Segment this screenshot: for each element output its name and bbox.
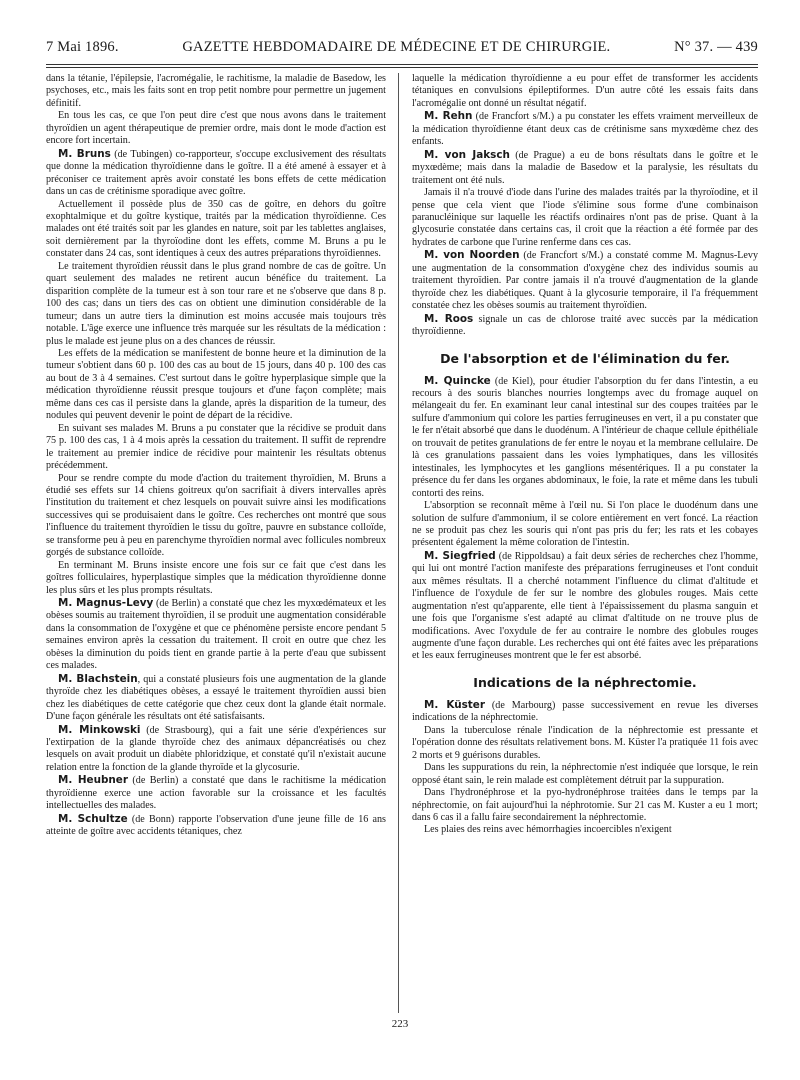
author-name: M. Heubner xyxy=(58,774,128,787)
section-heading-iron: De l'absorption et de l'élimination du fer. xyxy=(440,350,730,366)
paragraph-text: , qui a constaté plusieurs fois une augmentation de la glande thyroïde chez les diabétiques obèses, a essayé le traitement thyroïdien aussi bien chez les diabétiques de cette catégorie que chez ceux dont la glande était normale. D'une façon générale les résultats ont été satisfaisants. xyxy=(46,673,386,723)
column-divider xyxy=(398,73,399,1013)
paragraph-text: (de Berlin) a constaté que dans le rachitisme la médication thyroïdienne exerce une action favorable sur la croissance et les facultés intellectuelles des malades. xyxy=(46,775,386,812)
paragraph xyxy=(46,673,386,724)
paragraph-text: (de Prague) a eu de bons résultats dans le goître et le myxœdème; mais dans la maladie de Basedow et la paralysie, les résultats du traitement ont été nuls. xyxy=(412,149,758,186)
paragraph xyxy=(46,724,386,775)
paragraph xyxy=(412,249,758,312)
paragraph-text: (de Strasbourg), qui a fait une série d'expériences sur l'extirpation de la glande thyroïde chez des animaux dépancréatisés ou chez lesquels on avait produit un diabète phloridzique, et constaté qu'il n'existait aucune relation entre la fonction de la glande thyroïde et la glycosurie. xyxy=(46,724,386,773)
header-rule-bottom xyxy=(46,67,758,68)
left-column xyxy=(46,73,386,839)
author-name: M. Rehn xyxy=(424,110,473,123)
author-name: M. Siegfried xyxy=(424,549,496,562)
paragraph: laquelle la médication thyroïdienne a eu pour effet de transformer les accidents tétaniques en convulsions épileptiformes. D'un autre côté les essais faits dans l'acromégalie ont donné un résultat négatif. xyxy=(412,73,758,109)
paragraph-text: (de Rippoldsau) a fait deux séries de recherches chez l'homme, qui lui ont montré l'action manifeste des préparations ferrugineuses et l'ont conduit aux mêmes résultats. Il a cherché notamment l'influence du climat d'altitude et l'influence de l'oxydule de fer sur le nombre des globules rouges. Mais cette augmentation n'est qu'apparente, elle tient à l'épaississement du plasma sanguin et une fois que l'organisme s'est adapté au climat d'altitude on ne trouve plus de modifications. Avec l'oxydule de fer au contraire le nombre des globules rouges augmente d'une façon durable. Les recherches qui ont été faites avec les préparations et les eaux ferrugineuses montrent que le fer est absorbé. xyxy=(412,550,758,662)
paragraph-text: (de Marbourg) passe successivement en revue les diverses indications de la néphrectomie. xyxy=(412,699,759,724)
author-name: M. von Jaksch xyxy=(424,148,510,161)
author-name: M. von Noorden xyxy=(424,249,520,262)
paragraph xyxy=(46,813,386,839)
paragraph xyxy=(46,148,386,199)
paragraph xyxy=(46,597,386,673)
paragraph: Jamais il n'a trouvé d'iode dans l'urine des malades traités par la thyroïodine, et il pense que cela vient que l'iode s'élimine sous forme d'une combinaison paranucléinique sur laquelle les réactifs ordinaires n'ont pas de prise. Quant à la glycosurie constatée dans certains cas, il croit que la réaction a été formée par des hydrates de carbone que l'urine renferme dans ces cas. xyxy=(412,187,758,248)
paragraph: En terminant M. Bruns insiste encore une fois sur ce fait que c'est dans les goîtres folliculaires, hyperplastique simples que la médication thyroïdienne donne les plus sûrs et les plus prompts résultats. xyxy=(46,559,386,596)
author-name: M. Minkowski xyxy=(58,723,141,736)
paragraph: En suivant ses malades M. Bruns a pu constater que la récidive se produit dans 75 p. 100 des cas, 1 à 4 mois après la cessation du traitement. Il suffit de reprendre le traitement au premier indice de récidive pour maintenir les résultats obtenus précédemment. xyxy=(46,422,386,472)
journal-title: GAZETTE HEBDOMADAIRE DE MÉDECINE ET DE CHIRURGIE. xyxy=(182,39,611,55)
paragraph-text: (de Berlin) a constaté que chez les myxœdémateux et les obèses soumis au traitement thyroïdien, il se produit une augmentation considérable dans la consommation de l'oxygène et que ce phénomène persiste encore pendant 5 semaines environ après la cessation du traitement. Il croit en outre que chez les obèses la diminution du poids tient en grande partie à la perte d'eau que subissent ces malades. xyxy=(46,598,386,672)
paragraph: Pour se rendre compte du mode d'action du traitement thyroïdien, M. Bruns a étudié ses effets sur 14 chiens goitreux qu'on sacrifiait à divers intervalles après l'institution du traitement et chez lesquels on pouvait suivre ainsi les modifications successives qui se produisaient dans le goître. Ces recherches ont montré que sous l'influence du traitement thyroïdien le tissu du goître, pauvre en substance colloïde, se transforme peu à peu en parenchyme thyroïdien normal avec follicules nombreux gorgés de substance colloïde. xyxy=(46,472,386,559)
paragraph-text: (de Kiel), pour étudier l'absorption du fer dans l'intestin, a eu recours à des souris blanches nourries longtemps avec du fromage auquel on mélangeait du fer. En examinant leur canal intestinal sur des coupes traitées par le sulfure d'ammonium qui colore les parties ferrugineuses en vert, il a pu constater que le fer n'était absorbé que dans le duodénum. A l'intérieur de chaque cellule épithéliale on trouvait de petites granulations de fer entre le noyau et la membrane cellulaire. De là ces granulations passaient dans les voies lymphatiques, dans les villosités intestinales, les lymphocytes et les ganglions mésentériques. Il a pu constater la présence du fer dans les organes abdominaux, le foie, la rate et même dans les tubuli contorti des reins. xyxy=(412,375,759,499)
paragraph xyxy=(412,149,758,187)
paragraph: Le traitement thyroïdien réussit dans le plus grand nombre de cas de goître. Un quart seulement des malades ne retirent aucun bénéfice du traitement. La disparition complète de la tumeur est à son tour rare et ne s'observe que dans 8 p. 100 des cas; dans un tiers des cas on obtient une diminution considérable de la tumeur; dans un autre tiers la diminution est moins accusée mais toujours très notable. L'âge exerce une influence très marquée sur les résultats de la médication : plus le malade est jeune plus on a des chances de réussir. xyxy=(46,260,386,347)
paragraph: dans la tétanie, l'épilepsie, l'acromégalie, le rachitisme, la maladie de Basedow, les psychoses, etc., mais les faits sont en trop petit nombre pour permettre un jugement définitif. xyxy=(46,73,386,109)
paragraph: Actuellement il possède plus de 350 cas de goître, en dehors du goître exophtalmique et du goître kystique, traités par la médication thyroïdienne. Ces malades ont été traités soit par les glandes en nature, soit par les tablettes anglaises, soit dernièrement par la thyroïodine dont les effets, comme M. Bruns a pu le constater dans 24 cas, sont identiques à ceux des autres préparations thyroïdiennes. xyxy=(46,198,386,260)
paragraph-text: (de Francfort s/M.) a pu constater les effets vraiment merveilleux de la médication thyroïdienne étant deux cas de crétinisme sans myxœdème chez des enfants. xyxy=(412,111,758,148)
paragraph-text: (de Tubingen) co-rapporteur, s'occupe exclusivement des résultats que donne la médication thyroïdienne dans le goître. Il a été amené à essayer et à préconiser ce traitement après avoir constaté les bons effets de cette médication dans un cas de crétinisme sporadique avec goître. xyxy=(46,148,386,198)
author-name: M. Bruns xyxy=(58,147,111,160)
issue-page-number: N° 37. — 439 xyxy=(674,39,758,55)
paragraph xyxy=(412,699,758,725)
author-name: M. Quincke xyxy=(424,374,491,387)
paragraph-text: signale un cas de chlorose traité avec succès par la médication thyroïdienne. xyxy=(412,313,758,338)
paragraph xyxy=(46,774,386,812)
paragraph-text: (de Francfort s/M.) a constaté comme M. Magnus-Levy une augmentation de la consommation d'oxygène chez des individus soumis au traitement thyroïdien. Par contre jamais il n'a trouvé d'augmentation de la glande thyroïde chez les diabétiques. Quant à la glycosurie temporaire, il l'a fréquemment constatée chez les obèses soumis au traitement thyroïdien. xyxy=(412,250,759,312)
author-name: M. Küster xyxy=(424,698,485,711)
page-footer-number: 223 xyxy=(391,1018,409,1030)
right-column xyxy=(412,73,758,837)
paragraph xyxy=(412,375,758,501)
paragraph: Les effets de la médication se manifestent de bonne heure et la diminution de la tumeur s'obtient dans 60 p. 100 des cas au bout de 15 jours, dans 40 p. 100 des cas au bout de 3 à 4 semaines. C'est surtout dans le goître hyperplasique simple que la médication thyroïdienne réussit presque toujours et d'une façon complète; mais même dans ces cas il persiste dans la glande, après la disparition de la tumeur, des nodules qui peuvent devenir le point de départ de la récidive. xyxy=(46,347,386,422)
issue-date: 7 Mai 1896. xyxy=(46,39,119,55)
author-name: M. Magnus-Levy xyxy=(58,597,154,610)
paragraph: Dans les suppurations du rein, la néphrectomie n'est indiquée que lorsque, le rein opposé étant sain, le rein malade est complètement détruit par la suppuration. xyxy=(412,762,758,786)
paragraph-text: (de Bonn) rapporte l'observation d'une jeune fille de 16 ans atteinte de goître avec accidents tétaniques, chez xyxy=(46,813,386,838)
paragraph: Dans la tuberculose rénale l'indication de la néphrectomie est pressante et l'opération donne des résultats relativement bons. M. Küster l'a pratiquée 11 fois avec 2 morts et 9 guérisons durables. xyxy=(412,724,758,761)
paragraph: L'absorption se reconnaît même à l'œil nu. Si l'on place le duodénum dans une solution de sulfure d'ammonium, il se colore entièrement en vert foncé. La réaction ne se produit pas chez les souris qui n'ont pas pris du fer; les rats et les cobayes présentent également la même coloration de l'intestin. xyxy=(412,500,758,549)
author-name: M. Blachstein xyxy=(58,672,138,685)
paragraph xyxy=(412,110,758,148)
paragraph: En tous les cas, ce que l'on peut dire c'est que nous avons dans le traitement thyroïdien un agent thérapeutique de premier ordre, mais dont le mode d'action est encore fort incertain. xyxy=(46,110,386,147)
author-name: M. Schultze xyxy=(58,812,128,825)
author-name: M. Roos xyxy=(424,312,474,325)
paragraph xyxy=(412,313,758,339)
paragraph xyxy=(412,550,758,663)
paragraph: Dans l'hydronéphrose et la pyo-hydronéphrose traitées dans le temps par la néphrectomie, on fait aujourd'hui la néphrotomie. Sur 21 cas M. Kuster a eu 1 mort; dans 6 cas il a fallu faire secondairement la néphrectomie. xyxy=(412,787,758,824)
paragraph: Les plaies des reins avec hémorrhagies incoercibles n'exigent xyxy=(424,824,672,836)
section-heading-nephrectomy: Indications de la néphrectomie. xyxy=(473,674,697,690)
header-rule-top xyxy=(46,64,758,65)
running-header xyxy=(46,39,758,63)
